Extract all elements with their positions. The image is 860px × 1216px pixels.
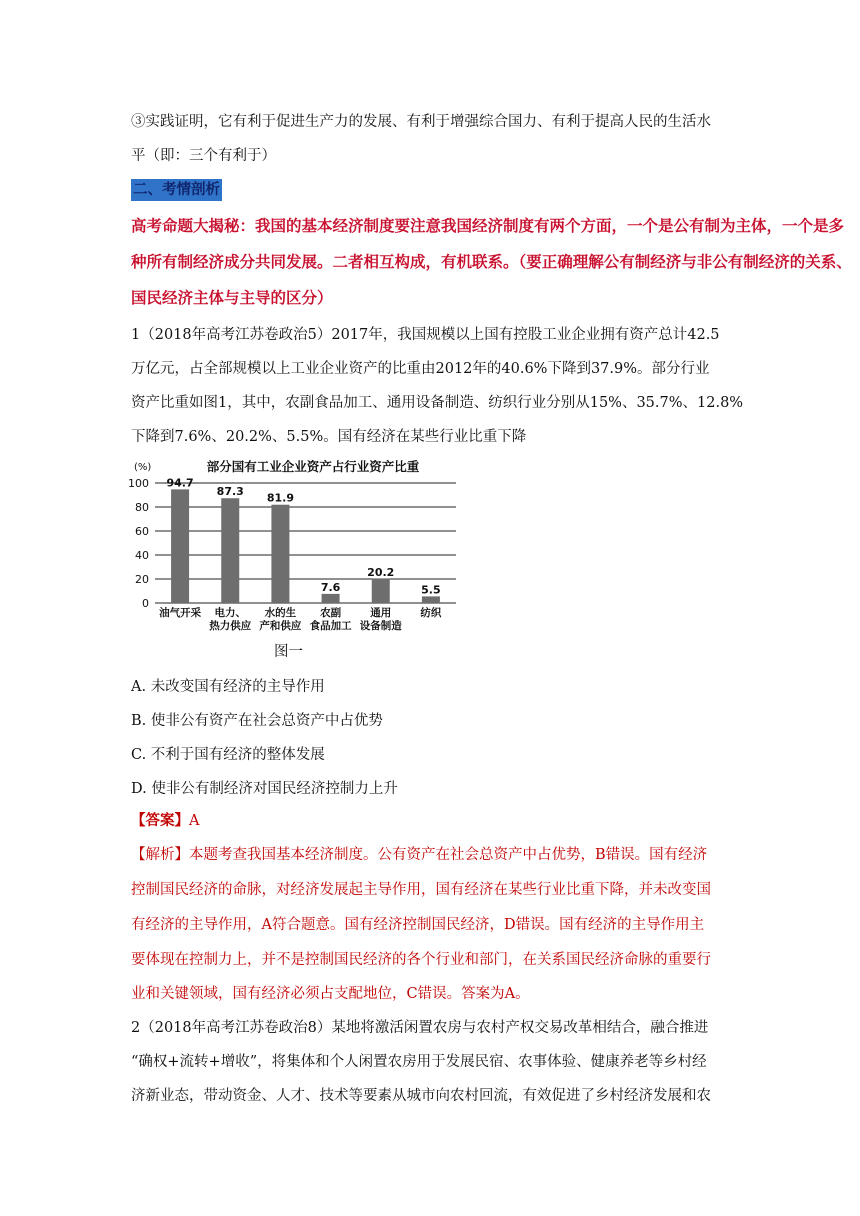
analysis-line-4: 要体现在控制力上，并不是控制国民经济的各个行业和部门，在关系国民经济命脉的重要行 — [131, 952, 711, 968]
chart-y-axis-label: (%) — [134, 462, 152, 473]
chart-bar — [422, 596, 440, 603]
exam-secret-line-1: 高考命题大揭秘：我国的基本经济制度要注意我国经济制度有两个方面，一个是公有制为主体，一个是多 — [131, 217, 845, 235]
question-2-line-1: 2（2018年高考江苏卷政治8）某地将激活闲置农房与农村产权交易改革相结合，融合推进 — [131, 1020, 709, 1036]
figure-caption: 图一 — [274, 644, 303, 660]
analysis-line-1: 【解析】本题考查我国基本经济制度。公有资产在社会总资产中占优势，B错误。国有经济 — [131, 847, 708, 863]
chart-data-label: 94.7 — [166, 476, 194, 490]
question-2-line-3: 济新业态，带动资金、人才、技术等要素从城市向农村回流，有效促进了乡村经济发展和农 — [131, 1088, 711, 1104]
chart-x-labels — [159, 606, 442, 632]
chart-data-label: 7.6 — [320, 580, 341, 594]
chart-x-tick-label: 通用 — [370, 607, 392, 619]
exam-secret-line-2: 种所有制经济成分共同发展。二者相互构成，有机联系。（要正确理解公有制经济与非公有制经济的关系、 — [131, 253, 852, 271]
question-1-line-2: 万亿元，占全部规模以上工业企业资产的比重由2012年的40.6%下降到37.9%。部分行业 — [131, 361, 710, 377]
question-1-line-3: 资产比重如图1，其中，农副食品加工、通用设备制造、纺织行业分别从15%、35.7%、12.8% — [131, 395, 744, 411]
option-b: B. 使非公有资产在社会总资产中占优势 — [131, 713, 383, 729]
chart-y-ticks — [128, 477, 149, 610]
chart-x-tick-label: 农副 — [320, 607, 342, 619]
chart-y-tick-label: 60 — [135, 525, 149, 538]
question-2-line-2: “确权+流转+增收”，将集体和个人闲置农房用于发展民宿、农事体验、健康养老等乡村经 — [131, 1054, 707, 1070]
option-d: D. 使非公有制经济对国民经济控制力上升 — [131, 781, 398, 797]
chart-x-tick-label: 水的生 — [264, 607, 297, 619]
analysis-line-5: 业和关键领域，国有经济必须占支配地位，C错误。答案为A。 — [131, 986, 530, 1002]
chart-x-tick-label: 食品加工 — [309, 620, 352, 632]
answer-value: A — [189, 813, 200, 829]
analysis-line-3: 有经济的主导作用，A符合题意。国有经济控制国民经济，D错误。国有经济的主导作用主 — [131, 917, 705, 933]
answer — [131, 811, 199, 831]
chart-gridlines — [155, 483, 456, 603]
section-heading: 二、考情剖析 — [131, 179, 222, 201]
answer-label: 【答案】 — [131, 812, 189, 829]
question-1-line-4: 下降到7.6%、20.2%、5.5%。国有经济在某些行业比重下降 — [131, 429, 527, 445]
analysis-line-2: 控制国民经济的命脉，对经济发展起主导作用，国有经济在某些行业比重下降，并未改变国 — [131, 882, 711, 898]
chart-data-label: 5.5 — [421, 583, 441, 597]
intro-line-2: 平（即：三个有利于） — [131, 148, 276, 164]
chart-bar — [171, 489, 189, 603]
option-c: C. 不利于国有经济的整体发展 — [131, 747, 325, 763]
chart-bars — [167, 476, 441, 603]
chart-y-tick-label: 20 — [135, 573, 149, 586]
chart-data-label: 81.9 — [266, 491, 294, 505]
chart-x-tick-label: 设备制造 — [359, 620, 402, 632]
chart-bar — [372, 579, 390, 603]
bar-chart — [128, 455, 468, 633]
option-a: A. 未改变国有经济的主导作用 — [131, 679, 325, 695]
exam-secret-line-3: 国民经济主体与主导的区分） — [131, 289, 333, 307]
chart-y-tick-label: 80 — [135, 501, 149, 514]
chart-bar — [221, 498, 239, 603]
chart-title: 部分国有工业企业资产占行业资产比重 — [206, 459, 420, 474]
chart-data-label: 87.3 — [216, 485, 244, 499]
chart-x-tick-label: 产和供应 — [259, 620, 302, 632]
chart-bar — [271, 505, 289, 603]
chart-x-tick-label: 热力供应 — [209, 620, 252, 632]
chart-x-tick-label: 电力、 — [214, 607, 246, 619]
chart-bar — [322, 594, 340, 603]
chart-data-label: 20.2 — [367, 565, 395, 579]
chart-x-tick-label: 油气开采 — [159, 607, 202, 619]
chart-y-tick-label: 40 — [135, 549, 149, 562]
question-1-line-1: 1（2018年高考江苏卷政治5）2017年，我国规模以上国有控股工业企业拥有资产总计42.5 — [131, 327, 720, 343]
chart-y-tick-label: 0 — [142, 597, 149, 610]
chart-x-tick-label: 纺织 — [420, 607, 442, 619]
chart-y-tick-label: 100 — [128, 477, 149, 490]
intro-line-1: ③实践证明，它有利于促进生产力的发展、有利于增强综合国力、有利于提高人民的生活水 — [131, 114, 711, 130]
